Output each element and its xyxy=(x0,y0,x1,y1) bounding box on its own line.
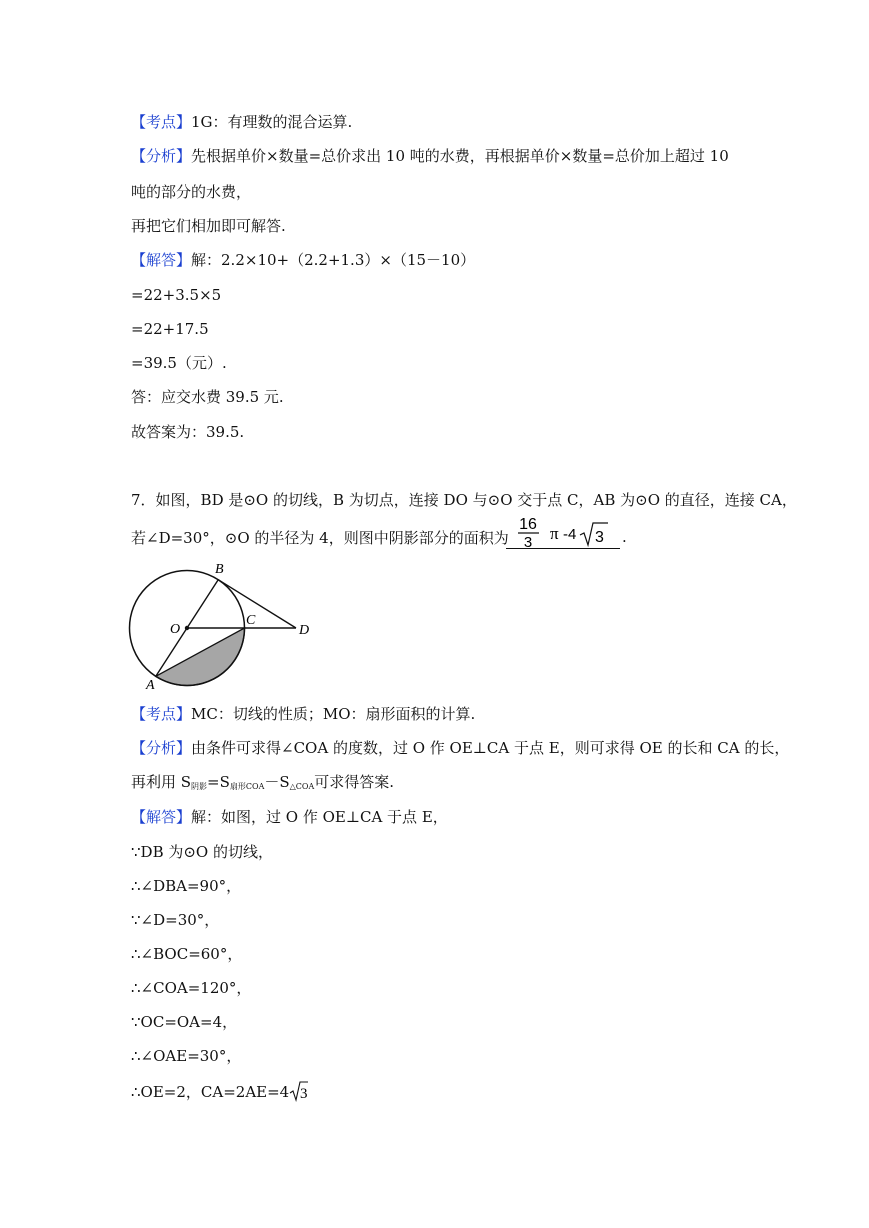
fenxi-line-6-cont: 吨的部分的水费， xyxy=(131,183,252,201)
proof-step-8-text: ∴OE=2，CA=2AE=4 xyxy=(131,1083,290,1101)
kaodian-tag: 【考点】 xyxy=(131,113,192,131)
jieda-line-7 xyxy=(131,807,448,827)
subscript-shaded: 阴影 xyxy=(191,782,208,791)
formula-part: －S xyxy=(264,773,290,791)
proof-step-6: ∵OC=OA=4， xyxy=(131,1013,238,1031)
sqrt-three xyxy=(289,1080,309,1102)
answer-formula xyxy=(506,514,620,548)
proof-step-5: ∴∠COA=120°， xyxy=(131,979,252,997)
subscript-triangle: △COA xyxy=(289,782,315,791)
formula-part: =S xyxy=(207,773,230,791)
fenxi-line-7 xyxy=(131,738,789,758)
question-7-line-2: 若∠D=30°，⊙O 的半径为 4，则图中阴影部分的面积为 xyxy=(131,529,509,547)
proof-step-1: ∵DB 为⊙O 的切线， xyxy=(131,843,273,861)
answer-blank xyxy=(506,514,620,549)
final-answer-line: 故答案为：39.5. xyxy=(131,423,245,441)
fenxi-line-6 xyxy=(131,146,729,166)
fenxi-tag: 【分析】 xyxy=(131,147,192,165)
label-c: C xyxy=(246,613,256,628)
sqrt-radicand: 3 xyxy=(300,1086,308,1102)
proof-step-3: ∵∠D=30°， xyxy=(131,911,220,929)
answer-line: 答：应交水费 39.5 元. xyxy=(131,388,284,406)
jieda-tag: 【解答】 xyxy=(131,808,192,826)
geometry-figure xyxy=(128,556,318,692)
answer-numerator: 16 xyxy=(519,516,537,533)
fenxi-line-6-cont2: 再把它们相加即可解答. xyxy=(131,217,286,235)
answer-radicand: 3 xyxy=(595,529,604,546)
proof-step-8 xyxy=(131,1080,309,1102)
label-d: D xyxy=(299,623,310,638)
proof-step-4: ∴∠BOC=60°， xyxy=(131,945,243,963)
fenxi-text: 由条件可求得∠COA 的度数，过 O 作 OE⊥CA 于点 E，则可求得 OE 的长和 CA 的长， xyxy=(191,739,790,757)
jieda-line-6 xyxy=(131,250,475,270)
calc-step-2: =22+17.5 xyxy=(131,320,209,338)
question-7-line-1: 7．如图，BD 是⊙O 的切线，B 为切点，连接 DO 与⊙O 交于点 C，AB 为⊙O 的直径，连接 CA， xyxy=(131,491,797,509)
kaodian-text: MC：切线的性质；MO：扇形面积的计算. xyxy=(191,705,476,723)
label-b: B xyxy=(215,562,224,577)
answer-period: . xyxy=(622,528,627,546)
label-a: A xyxy=(146,678,155,692)
proof-step-7: ∴∠OAE=30°， xyxy=(131,1047,242,1065)
jieda-text: 解：如图，过 O 作 OE⊥CA 于点 E， xyxy=(191,808,448,826)
jieda-text: 解：2.2×10+（2.2+1.3）×（15－10） xyxy=(191,251,476,269)
jieda-tag: 【解答】 xyxy=(131,251,192,269)
calc-step-3: =39.5（元）. xyxy=(131,354,227,372)
answer-minus-four: -4 xyxy=(563,526,577,543)
kaodian-tag: 【考点】 xyxy=(131,705,192,723)
kaodian-line-7 xyxy=(131,704,475,724)
fenxi-text: 先根据单价×数量=总价求出 10 吨的水费，再根据单价×数量=总价加上超过 10 xyxy=(191,147,729,165)
kaodian-text: 1G：有理数的混合运算. xyxy=(191,113,353,131)
fenxi-tag: 【分析】 xyxy=(131,739,192,757)
answer-pi: π xyxy=(550,524,559,543)
subscript-sector: 扇形COA xyxy=(229,782,265,791)
center-dot xyxy=(185,626,189,630)
kaodian-line-6 xyxy=(131,112,352,132)
fenxi-line-7-cont xyxy=(131,772,394,797)
answer-denominator: 3 xyxy=(523,534,533,548)
formula-part: 再利用 S xyxy=(131,773,192,791)
proof-step-2: ∴∠DBA=90°， xyxy=(131,877,242,895)
formula-part: 可求得答案. xyxy=(314,773,395,791)
tangent-bd xyxy=(218,580,296,628)
calc-step-1: =22+3.5×5 xyxy=(131,286,222,304)
label-o: O xyxy=(170,622,181,637)
